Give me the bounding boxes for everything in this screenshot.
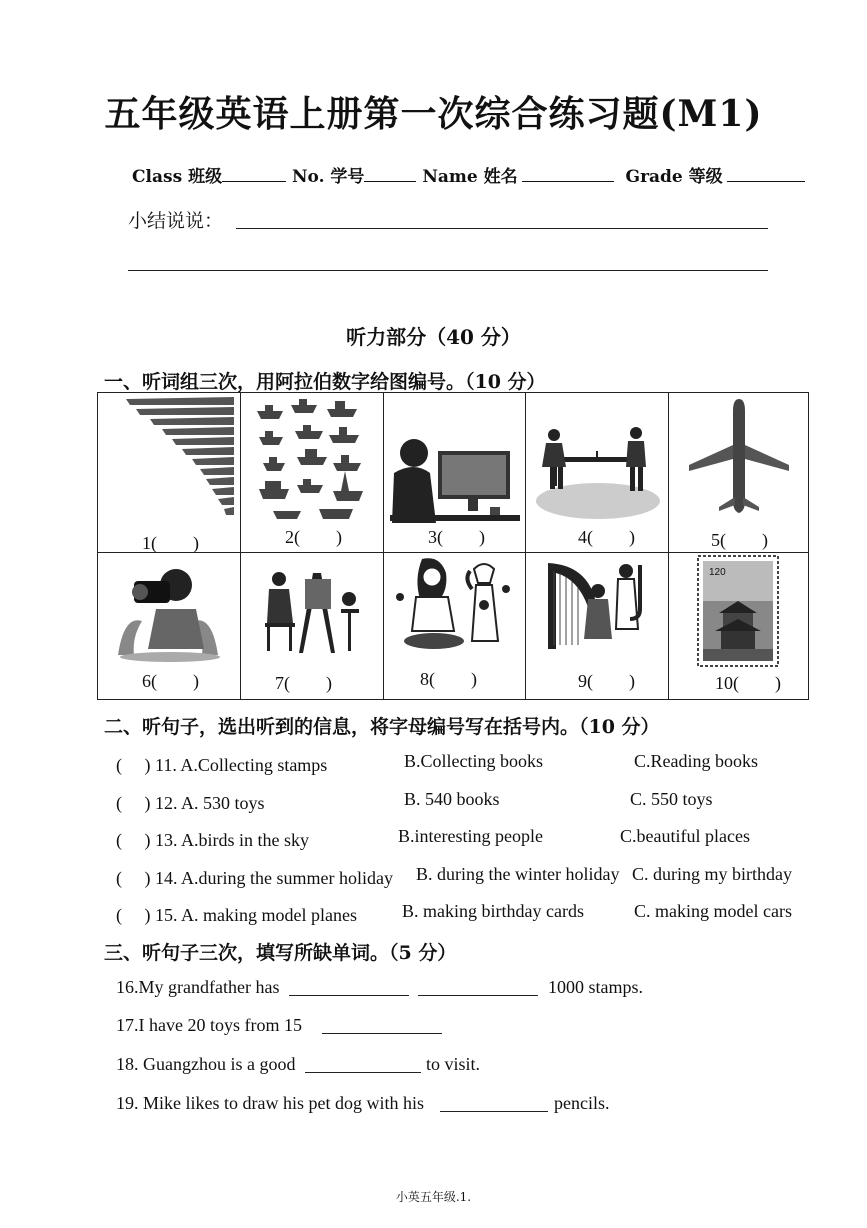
picture-cell-7 (241, 553, 384, 699)
question-11-a: ( ) 11. A.Collecting stamps (116, 755, 328, 775)
class-label: Class 班级 (132, 167, 223, 187)
question-17-start: 17.I have 20 toys from 15 (116, 1015, 302, 1035)
question-18-blank[interactable] (305, 1072, 421, 1073)
picture-label-6: 6( ) (142, 671, 199, 691)
question-14-c: C. during my birthday (632, 864, 792, 884)
number-label: No. 学号 (292, 167, 365, 187)
question-11-c: C.Reading books (634, 751, 758, 771)
picture-cell-10 (669, 553, 808, 699)
picture-label-5: 5( ) (711, 530, 768, 550)
model-ships-icon (253, 397, 373, 522)
grade-field[interactable] (727, 165, 805, 182)
question-19-end: pencils. (554, 1093, 610, 1113)
section2-title: 二、听句子，选出听到的信息，将字母编号写在括号内。（10 分） (104, 716, 660, 738)
question-14-a: ( ) 14. A.during the summer holiday (116, 868, 393, 888)
stamp-value: 120 (709, 567, 726, 578)
question-15-c: C. making model cars (634, 901, 792, 921)
picture-label-7: 7( ) (275, 673, 332, 693)
computer-game-icon (390, 433, 520, 523)
question-17-blank[interactable] (322, 1033, 442, 1034)
picture-cell-5 (669, 393, 808, 553)
picture-label-4: 4( ) (578, 527, 635, 547)
question-12-a: ( ) 12. A. 530 toys (116, 793, 265, 813)
name-label: Name 姓名 (422, 167, 518, 187)
picture-cell-9 (526, 553, 669, 699)
student-info-row (132, 162, 805, 187)
girl-and-dog-icon (394, 555, 514, 655)
question-18-start: 18. Guangzhou is a good (116, 1054, 296, 1074)
picture-cell-1 (98, 393, 241, 553)
question-19-blank[interactable] (440, 1111, 548, 1112)
camera-boy-icon (110, 559, 230, 664)
painting-icon (257, 567, 367, 657)
question-16-end: 1000 stamps. (548, 977, 644, 997)
grade-label: Grade 等级 (625, 167, 723, 187)
picture-label-3: 3( ) (428, 527, 485, 547)
question-12-b: B. 540 books (404, 789, 500, 809)
picture-label-9: 9( ) (578, 671, 635, 691)
question-13-c: C.beautiful places (620, 826, 750, 846)
picture-cell-3 (384, 393, 526, 553)
page-title: 五年级英语上册第一次综合练习题(M1) (104, 93, 763, 135)
summary-label: 小结说说： (128, 210, 224, 232)
colored-pencils-icon (106, 395, 236, 525)
question-13-a: ( ) 13. A.birds in the sky (116, 830, 309, 850)
picture-cell-2 (241, 393, 384, 553)
airplane-icon (689, 397, 789, 517)
question-18-end: to visit. (426, 1054, 481, 1074)
question-16-blank-2[interactable] (418, 995, 538, 996)
name-field[interactable] (522, 165, 614, 182)
section3-title: 三、听句子三次，填写所缺单词。（5 分） (104, 942, 457, 964)
question-14-b: B. during the winter holiday (416, 864, 620, 884)
picture-label-10: 10( ) (715, 673, 781, 693)
summary-line-1[interactable] (236, 228, 768, 229)
picture-label-2: 2( ) (285, 527, 342, 547)
section1-title: 一、听词组三次，用阿拉伯数字给图编号。（10 分） (104, 371, 546, 393)
picture-label-8: 8( ) (420, 669, 477, 689)
question-16-blank-1[interactable] (289, 995, 409, 996)
question-12-c: C. 550 toys (630, 789, 713, 809)
picture-cell-4 (526, 393, 669, 553)
number-field[interactable] (364, 165, 416, 182)
picture-label-1: 1( ) (142, 533, 199, 553)
question-19-start: 19. Mike likes to draw his pet dog with his (116, 1093, 424, 1113)
picture-cell-8 (384, 553, 526, 699)
picture-grid (97, 392, 809, 700)
class-field[interactable] (222, 165, 286, 182)
summary-line-2[interactable] (128, 270, 768, 271)
music-instruments-icon (540, 559, 650, 659)
page-footer: 小英五年级.1. (395, 1190, 472, 1204)
stamp-icon (697, 555, 779, 667)
table-tennis-icon (532, 421, 662, 521)
question-15-b: B. making birthday cards (402, 901, 584, 921)
question-16-start: 16.My grandfather has (116, 977, 280, 997)
listening-heading: 听力部分（40 分） (346, 325, 521, 349)
question-13-b: B.interesting people (398, 826, 543, 846)
picture-cell-6 (98, 553, 241, 699)
question-11-b: B.Collecting books (404, 751, 543, 771)
question-15-a: ( ) 15. A. making model planes (116, 905, 357, 925)
